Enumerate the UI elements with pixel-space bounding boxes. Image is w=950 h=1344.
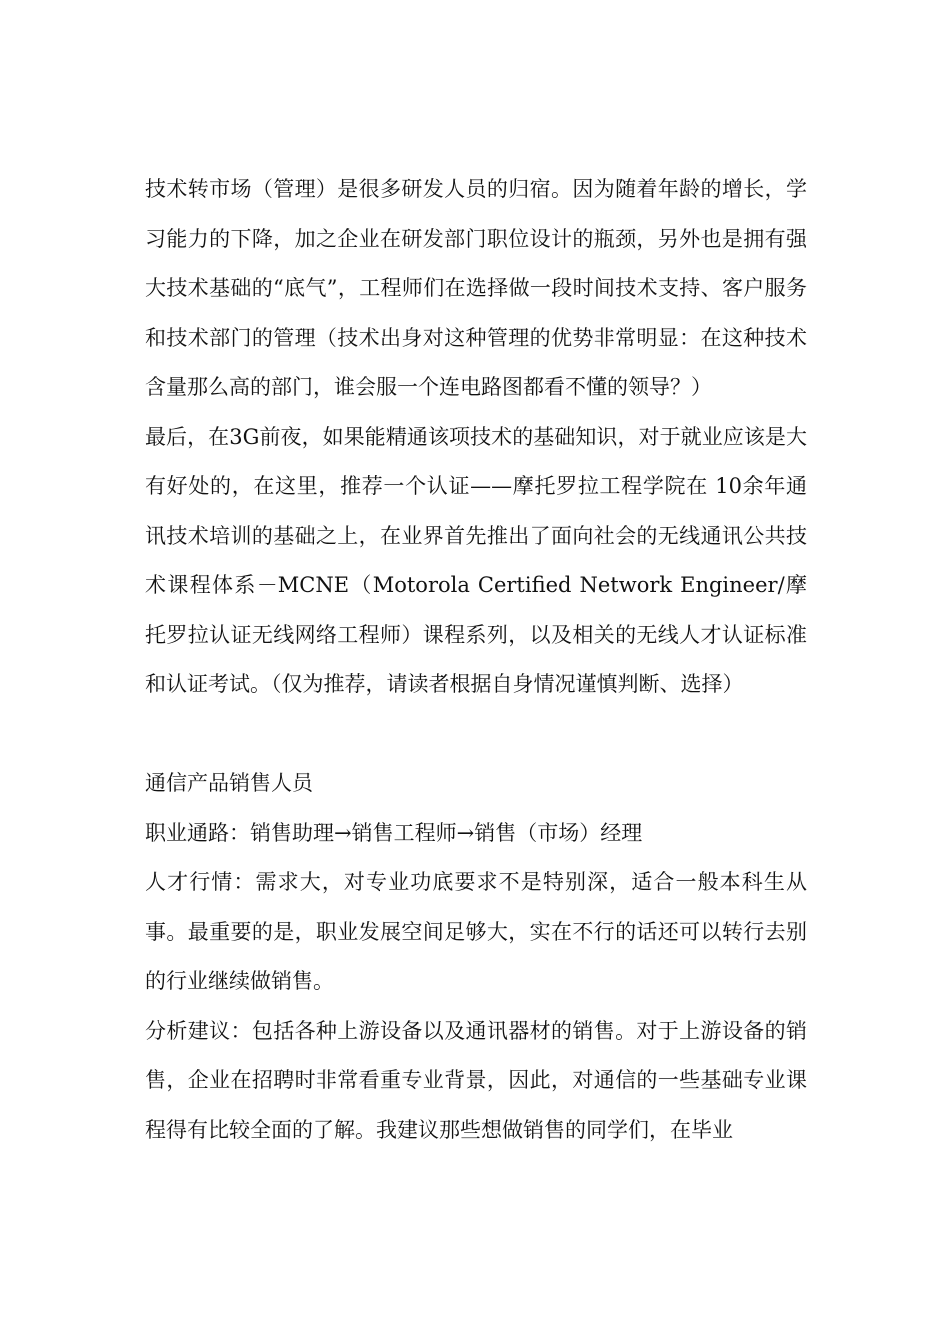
paragraph-3g-certification: 最后，在3G前夜，如果能精通该项技术的基础知识，对于就业应该是大有好处的，在这里，推荐一个认证——摩托罗拉工程学院在 10余年通讯技术培训的基础之上，在业界首先推出了面向社会的无线通讯公共技术课程体系－MCNE（Motorola Certified Network Engineer/摩托罗拉认证无线网络工程师）课程系列，以及相关的无线人才认证标准和认证考试。（仅为推荐，请读者根据自身情况谨慎判断、选择） <box>145 424 807 696</box>
paragraph-spacer <box>145 710 807 760</box>
paragraph-career-path: 职业通路：销售助理→销售工程师→销售（市场）经理 <box>145 820 643 845</box>
paragraph-tech-to-market: 技术转市场（管理）是很多研发人员的归宿。因为随着年龄的增长，学习能力的下降，加之企业在研发部门职位设计的瓶颈，另外也是拥有强大技术基础的“底气”，工程师们在选择做一段时间技术支持、客户服务和技术部门的管理（技术出身对这种管理的优势非常明显：在这种技术含量那么高的部门，谁会服一个连电路图都看不懂的领导？） <box>145 177 807 399</box>
paragraph-talent-market: 人才行情：需求大，对专业功底要求不是特别深，适合一般本科生从事。最重要的是，职业发展空间足够大，实在不行的话还可以转行去别的行业继续做销售。 <box>145 870 807 993</box>
paragraph-analysis-advice: 分析建议：包括各种上游设备以及通讯器材的销售。对于上游设备的销售，企业在招聘时非常看重专业背景，因此，对通信的一些基础专业课程得有比较全面的了解。我建议那些想做销售的同学们，在毕业 <box>145 1018 807 1142</box>
section-heading-sales: 通信产品销售人员 <box>145 771 313 795</box>
document-body <box>145 165 807 1155</box>
